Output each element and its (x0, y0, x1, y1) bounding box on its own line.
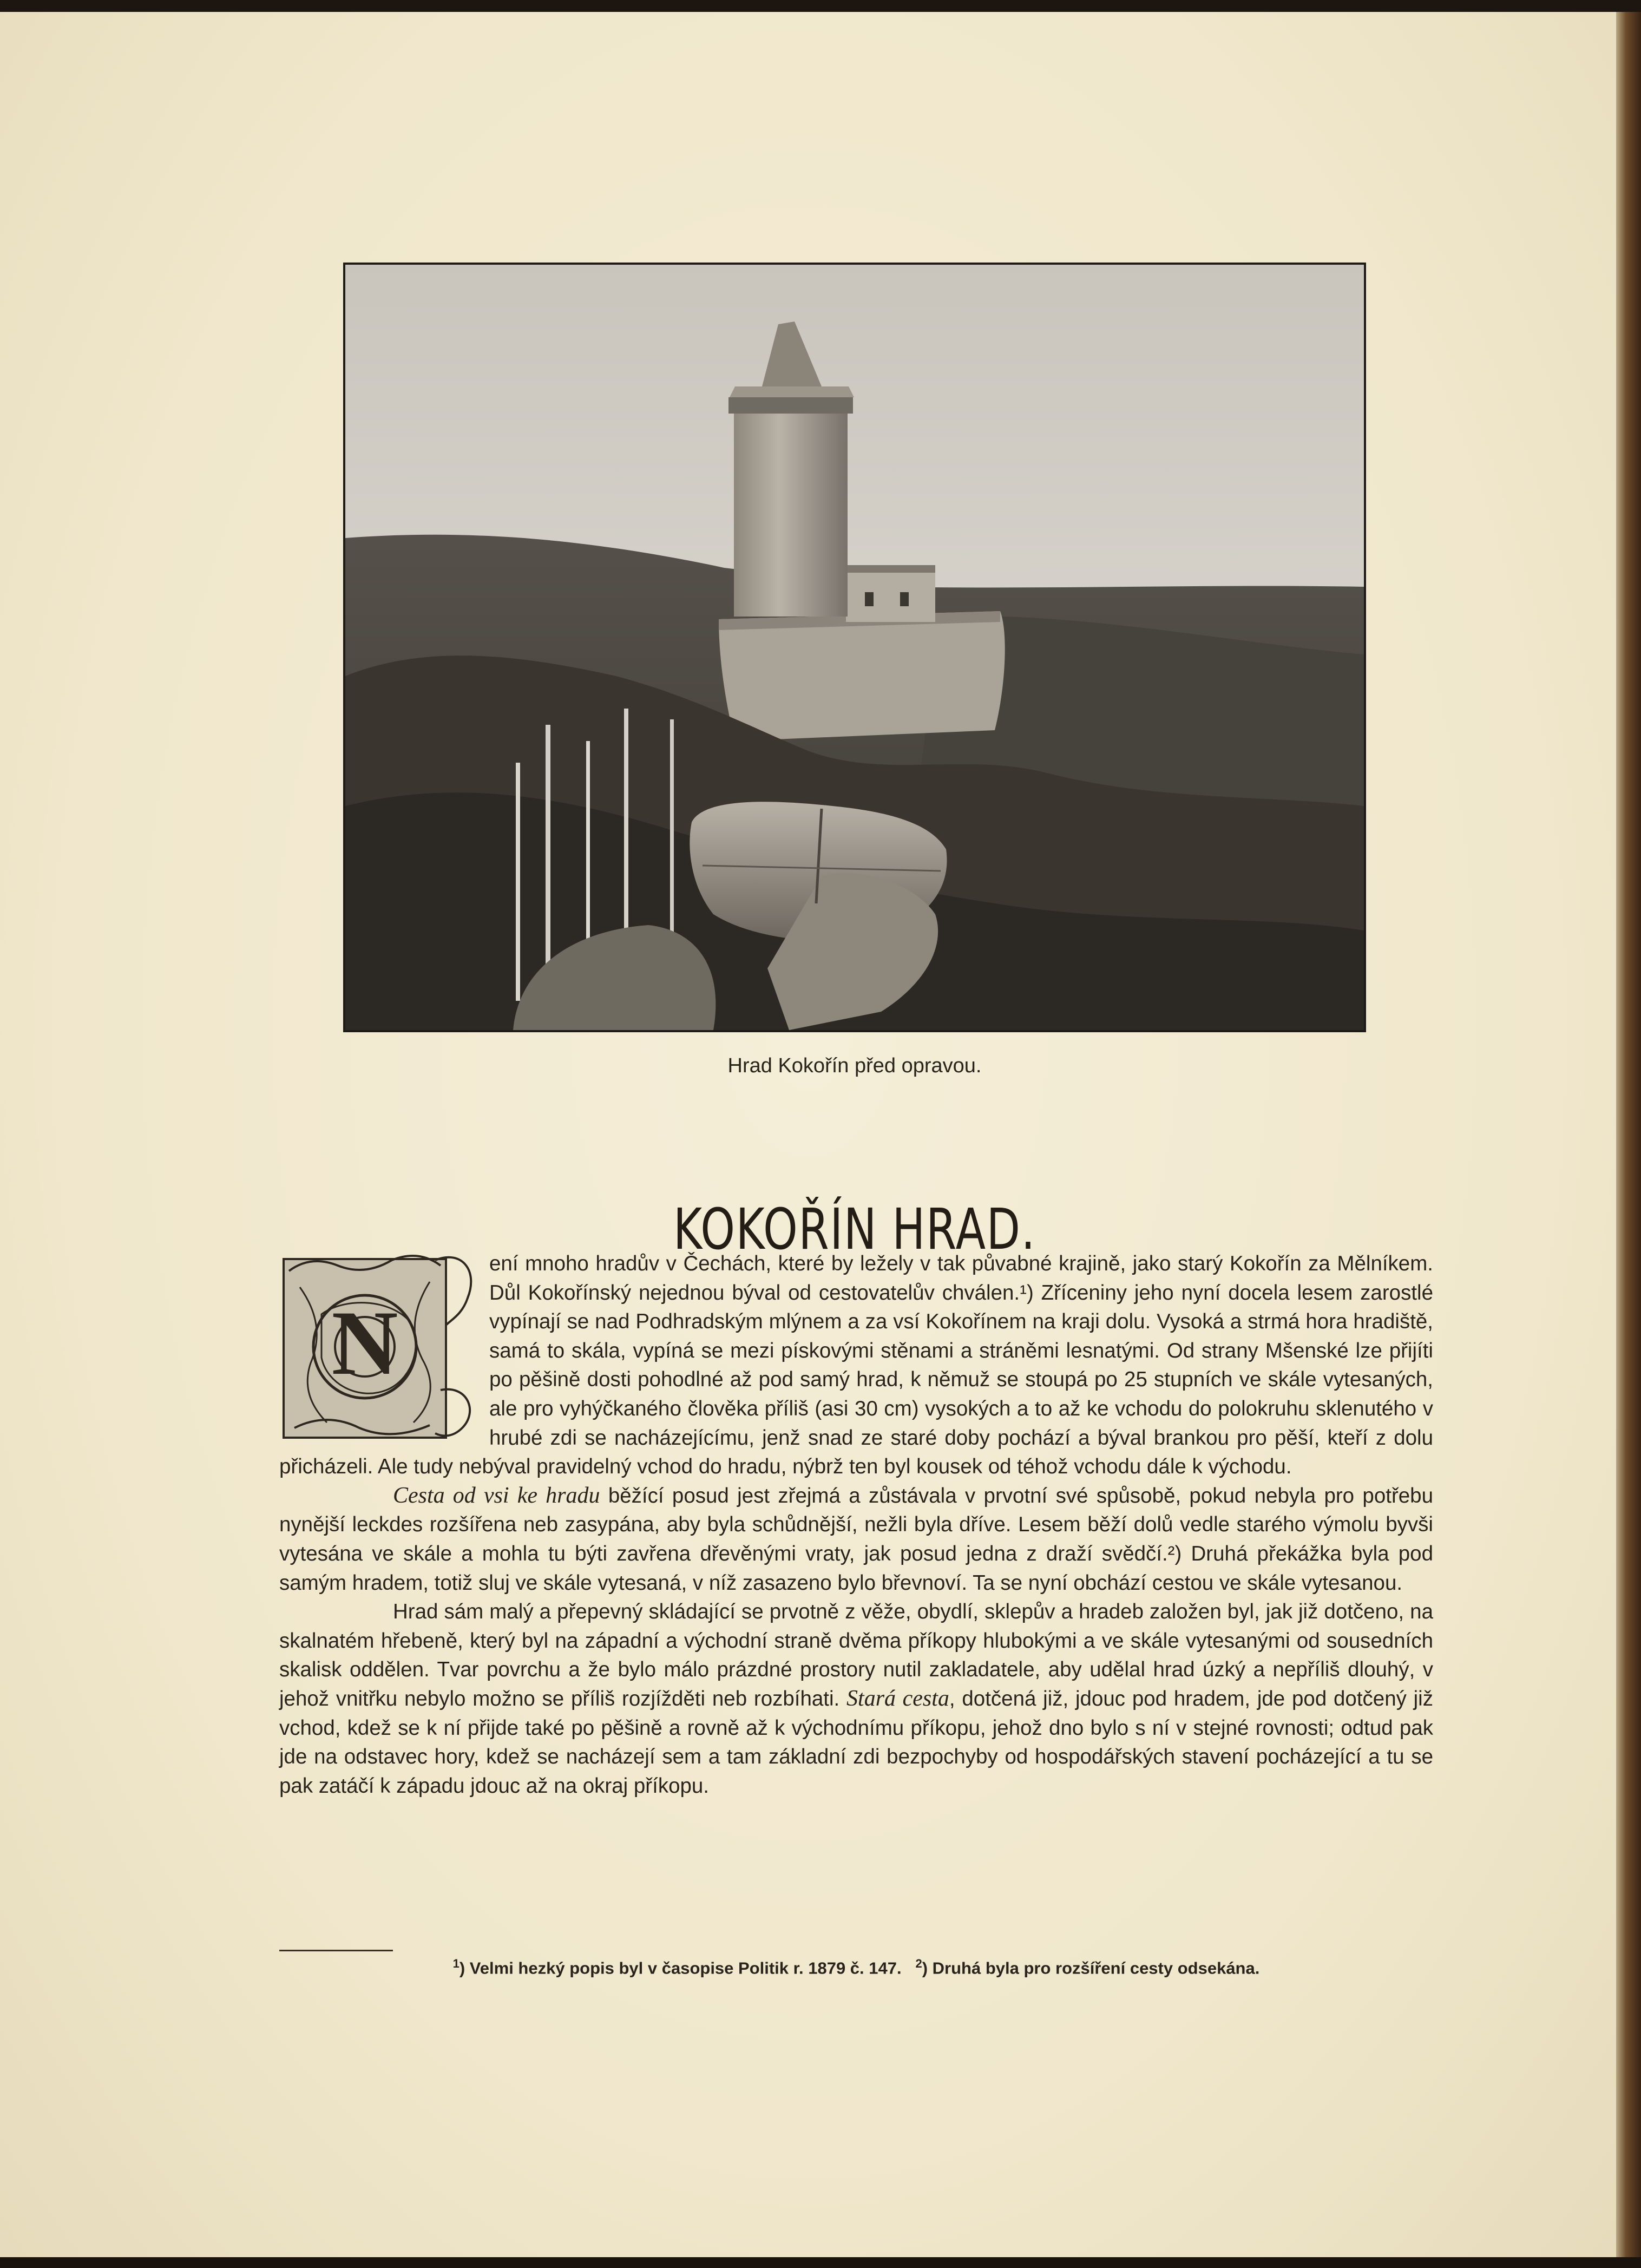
paragraph-3-text: , dotčená již, jdouc pod hradem, jde pod dotčený již vchod, kdež se k ní přijde také po pěšině a rovně až k východnímu příkopu, jehož dno bylo s ní v stejné rovnosti; odtud pak jde na odstavec hory, kdež se nacházejí sem a tam základní zdi bezpochyby od hospodářských stavení pocházející a tu se pak zatáčí k západu jdouc až na okraj příkopu. (279, 1687, 1433, 1798)
paragraph-3-lead: Hrad sám malý a přepevný skládající se prvotně z věže, obydlí, sklepův a hradeb založen byl, jak již dotčeno, na skalnatém hřebeně, který byl na západní a východní straně dvěma příkopy hlubokými a ve skále vytesanými od sousedních skalisk oddělen. Tvar povrchu a že bylo málo prázdné prostory nutil zakladatele, aby udělal hrad úzký a nepříliš dlouhý, v jehož vnitřku nebylo možno se příliš rozjížděti neb rozbíhati. (279, 1600, 1433, 1710)
paragraph-3 (279, 1597, 1433, 1800)
article-body (279, 1249, 1433, 1800)
castle-photograph (343, 263, 1366, 1032)
paragraph-2 (279, 1482, 1433, 1597)
footnote-2: ) Druhá byla pro rozšíření cesty odsekána. (922, 1958, 1260, 1978)
footnotes (279, 1951, 1433, 1981)
ornamental-drop-cap-n-icon (278, 1249, 482, 1445)
footnote-1: ) Velmi hezký popis byl v časopise Politik r. 1879 č. 147. (459, 1958, 902, 1978)
photo-caption: Hrad Kokořín před opravou. (727, 1054, 982, 1077)
paragraph-2-italic: Cesta od vsi ke hradu (393, 1483, 600, 1508)
decorated-initial (278, 1249, 482, 1445)
paragraph-3-italic: Stará cesta (846, 1686, 949, 1711)
castle-photo-image (345, 265, 1364, 1030)
footnote-2-marker: 2 (915, 1957, 922, 1970)
drop-cap-letter: N (331, 1292, 398, 1394)
paragraph-2-text: běžící posud jest zřejmá a zůstávala v prvotní své spůsobě, pokud nebyla pro potřebu nynější leckdes rozšířena neb zasypána, aby byla schůdnější, nežli byla dříve. Lesem běží dolů vedle starého výmolu byvši vytesána ve skále a mohla tu býti zavřena dřevěnými vraty, jak posud jedna z draží svědčí.²) Druhá překážka byla pod samým hradem, totiž sluj ve skále vytesaná, v níž zasazeno bylo břevnoví. Ta se nyní obchází cestou ve skále vytesanou. (279, 1484, 1434, 1595)
paragraph-1-text: ení mnoho hradův v Čechách, které by ležely v tak půvabné krajině, jako starý Kokořín za Mělníkem. Důl Kokořínský nejednou býval od cestovatelův chválen.¹) Zříceniny jeho nyní docela lesem zarostlé vypínají se nad Podhradským mlýnem a za vsí Kokořínem na kraji dolu. Vysoká a strmá hora hradiště, samá to skála, vypíná se mezi pískovými stěnami a stráněmi lesnatými. Od strany Mšenské lze přijíti po pěšině dosti pohodlné až pod samý hrad, k němuž se stoupá po 25 stupních ve skále vytesaných, ale pro vyhýčkaného člověka příliš (asi 30 cm) vysokých a to až ke vchodu do polokruhu sklenutého v hrubé zdi se nacházejícímu, jenž snad ze staré doby pochází a býval brankou pro pěší, kteří z dolu přicházeli. Ale tudy nebýval pravidelný vchod do hradu, nýbrž ten byl kousek od téhož vchodu dále k východu. (279, 1252, 1433, 1479)
footnote-1-marker: 1 (452, 1957, 460, 1970)
page-bottom-edge (0, 2257, 1641, 2268)
book-spine-edge (1616, 12, 1641, 2258)
article-title: KOKOŘÍN HRAD. (673, 1196, 1036, 1262)
